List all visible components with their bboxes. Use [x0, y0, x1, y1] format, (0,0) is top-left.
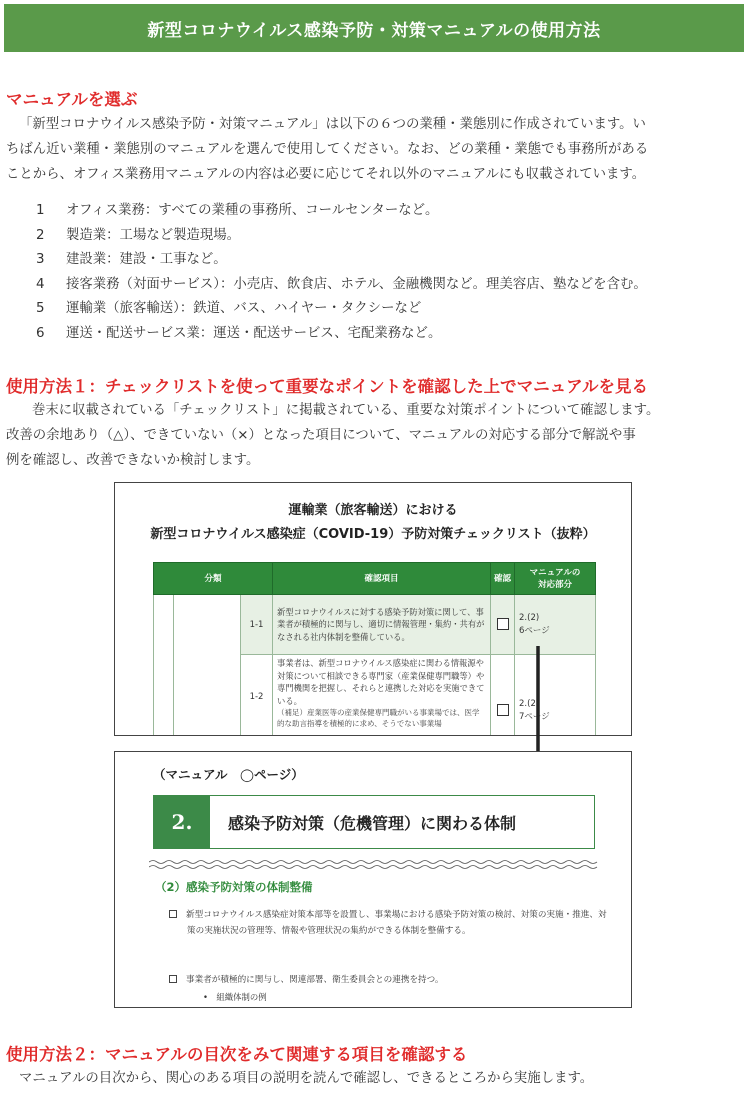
bullet-item: 新型コロナウイルス感染症対策本部等を設置し、事業場における感染予防対策の検討、対策の実施・推進、対策の実施状況の管理等、情報や管理状況の集約ができる体制を整備する。 — [187, 907, 607, 939]
item-text: 事業者は、新型コロナウイルス感染症に関わる情報源や対策について相談できる専門家（産業保健専門職等）や専門機関を把握し、それらと連携した対応を実施できている。 （補足）産業医等の産業保健専門職がいる事業場では、医学的な助言指導を積極的に求め、そうでない事業場 — [273, 655, 491, 737]
item-number: 1-1 — [241, 595, 273, 655]
reference-cell: 2.(2) 6ページ — [515, 595, 596, 655]
checkbox-icon — [169, 975, 177, 983]
list-item: 4 接客業務（対面サービス）：小売店、飲食店、ホテル、金融機関など。理美容店、塾などを含む。 — [36, 276, 647, 292]
checklist-title-line1: 運輸業（旅客輸送）における — [288, 503, 458, 518]
item-number: 1-2 — [241, 655, 273, 737]
heading-choose-manual: マニュアルを選ぶ — [6, 90, 138, 109]
item-note: （補足）産業医等の産業保健専門職がいる事業場では、医学的な助言指導を積極的に求め、そうでない事業場 — [277, 708, 480, 728]
wave-divider — [149, 858, 599, 870]
sub-bullet: • 組織体制の例 — [203, 992, 267, 1002]
list-item: 3 建設業：建設・工事など。 — [36, 252, 227, 267]
manual-page-reference: （マニュアル ◯ページ） — [153, 767, 304, 782]
chapter-number: 2. — [154, 796, 210, 848]
method-1-text — [6, 398, 742, 473]
banner-title: 新型コロナウイルス感染予防・対策マニュアルの使用方法 — [147, 20, 601, 41]
chapter-title: 感染予防対策（危機管理）に関わる体制 — [228, 813, 517, 833]
choose-manual-text — [6, 112, 742, 187]
list-item: 5 運輸業（旅客輸送）：鉄道、バス、ハイヤー・タクシーなど — [36, 301, 422, 316]
page-banner — [4, 4, 744, 52]
text-line: 巻末に収載されている「チェックリスト」に掲載されている、重要な対策ポイントについて確認します。 — [32, 403, 660, 418]
item-text: 新型コロナウイルスに対する感染予防対策に関して、事業者が積極的に関与し、適切に情報管理・集約・共有がなされる社内体制を整備している。 — [273, 595, 491, 655]
list-item: 2 製造業：工場など製造現場。 — [36, 227, 241, 243]
text-line: 改善の余地あり（△）、できていない（×）となった項目について、マニュアルの対応する部分で解説や事 — [6, 428, 636, 443]
header-check: 確認 — [491, 563, 515, 595]
heading-method-1: 使用方法１：チェックリストを使って重要なポイントを確認した上でマニュアルを見る — [6, 377, 649, 396]
checklist-title-line2: 新型コロナウイルス感染症（COVID-19）予防対策チェックリスト（抜粋） — [150, 527, 596, 542]
list-item: 1 オフィス業務：すべての業種の事務所、コールセンターなど。 — [36, 203, 439, 218]
text-line: ちばん近い業種・業態別のマニュアルを選んで使用してください。なお、どの業種・業態でも事務所がある — [6, 142, 649, 157]
reference-cell: 2.(2) 7ページ — [515, 655, 596, 737]
header-reference: マニュアルの 対応部分 — [515, 563, 596, 595]
text-line: 「新型コロナウイルス感染予防・対策マニュアル」は以下の６つの業種・業態別に作成されています。い — [19, 117, 646, 132]
text-line: 例を確認し、改善できないか検討します。 — [6, 453, 260, 468]
industry-list — [36, 199, 647, 346]
heading-method-2: 使用方法２：マニュアルの目次をみて関連する項目を確認する — [6, 1045, 468, 1064]
subcategory-cell — [174, 595, 241, 737]
list-item: 6 運送・配送サービス業：運送・配送サービス、宅配業務など。 — [36, 325, 442, 341]
checkbox[interactable] — [497, 618, 509, 630]
text-line: マニュアルの目次から、関心のある項目の説明を読んで確認し、できるところから実施します。 — [19, 1071, 594, 1086]
text-line: ことから、オフィス業務用マニュアルの内容は必要に応じてそれ以外のマニュアルにも収載されています。 — [6, 167, 646, 182]
method-2-text — [6, 1066, 742, 1091]
category-cell — [154, 595, 174, 737]
header-category: 分類 — [154, 563, 273, 595]
header-item: 確認項目 — [273, 563, 491, 595]
bullet-item: 事業者が積極的に関与し、関連部署、衛生委員会との連携を持つ。 — [187, 972, 607, 988]
checkbox-icon — [169, 910, 177, 918]
chapter-header — [153, 795, 595, 849]
manual-excerpt — [114, 751, 632, 1008]
sub-heading: （2）感染予防対策の体制整備 — [155, 880, 313, 894]
